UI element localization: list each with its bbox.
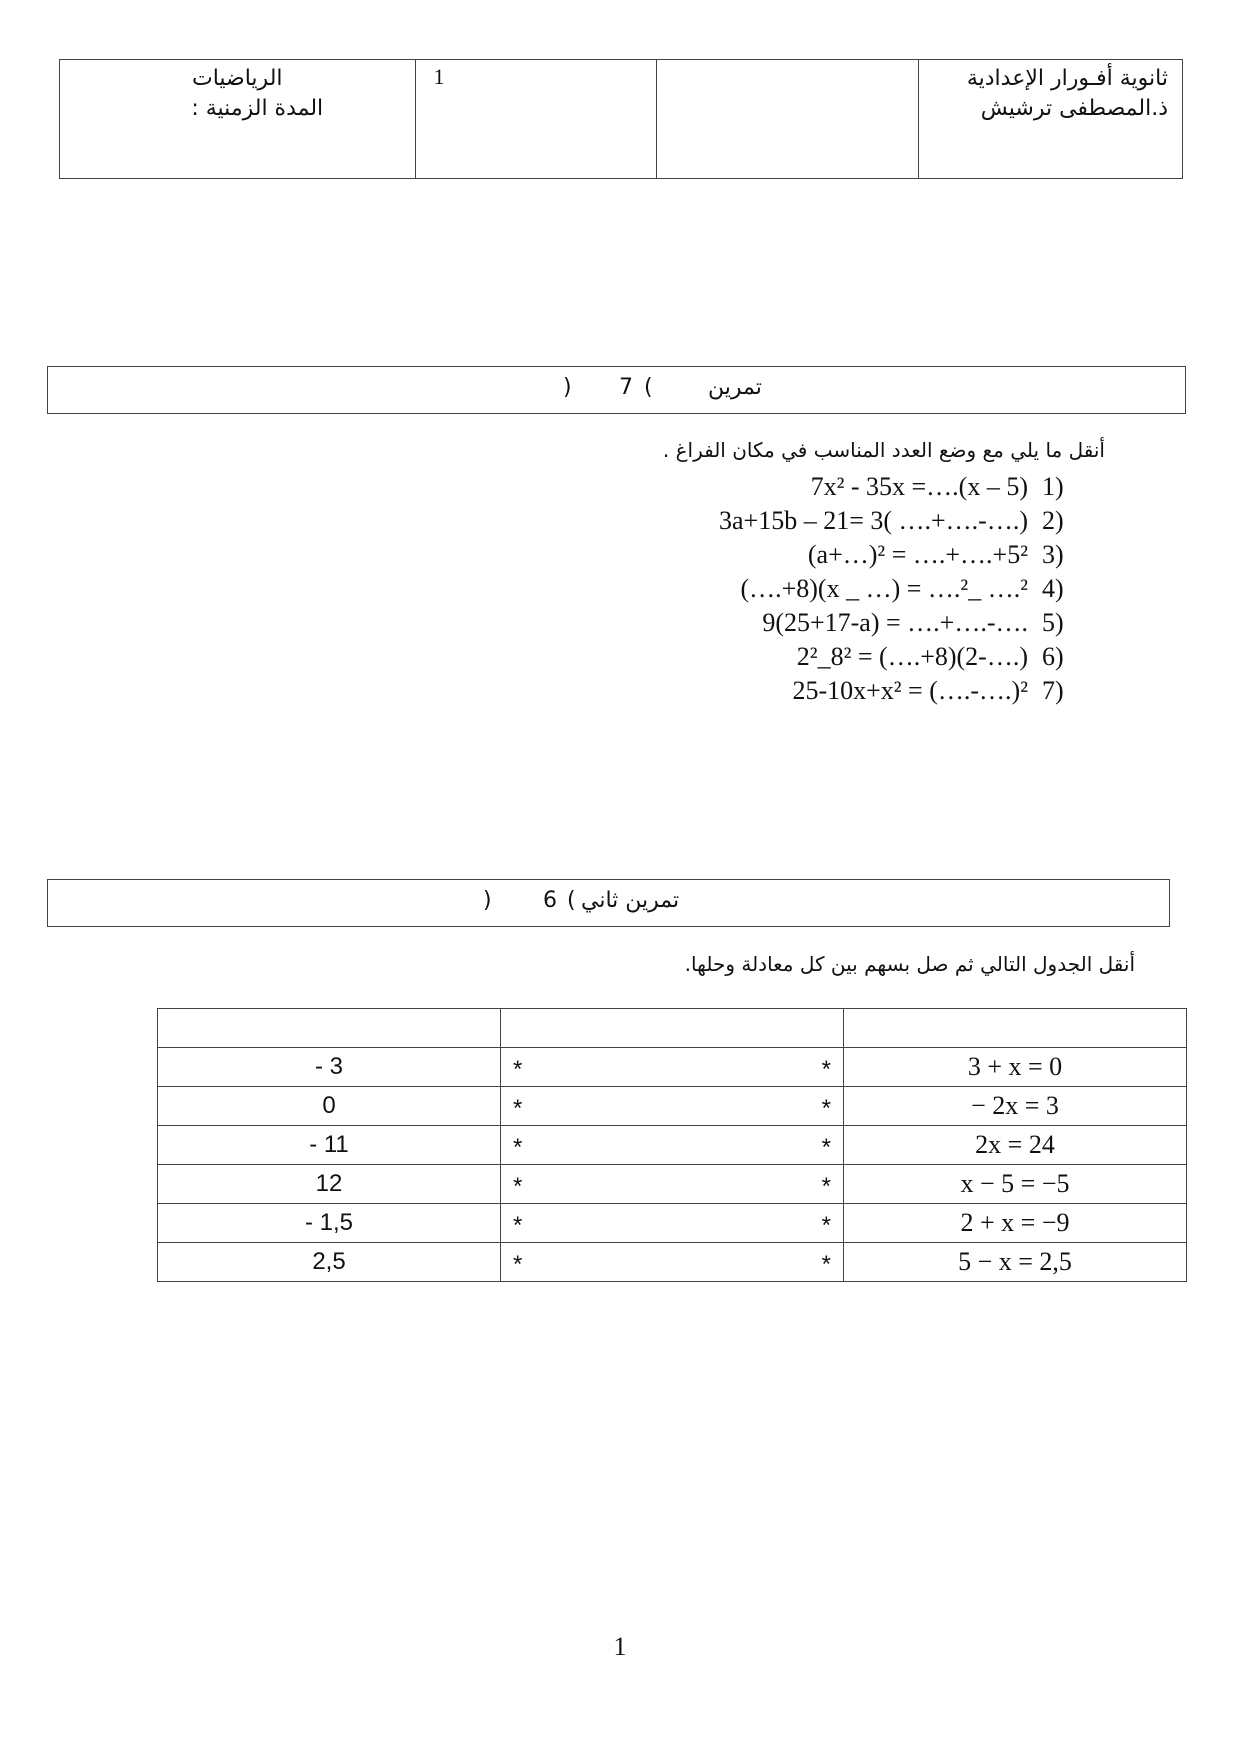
list-item xyxy=(620,472,1070,506)
table-row xyxy=(158,1126,1187,1165)
solution-value: - 1,5 xyxy=(158,1204,501,1243)
equation: − 2x = 3 xyxy=(844,1087,1187,1126)
solution-value: - 11 xyxy=(158,1126,501,1165)
solution-value: 12 xyxy=(158,1165,501,1204)
right-star: * xyxy=(821,1173,831,1200)
item-number: 2) xyxy=(1042,506,1064,535)
exercise1-title: تمرين xyxy=(708,375,762,400)
list-item xyxy=(620,506,1070,540)
left-star: * xyxy=(513,1251,523,1278)
left-star: * xyxy=(513,1173,523,1200)
item-expression: 25-10x+x² = (….-….)² xyxy=(792,676,1028,705)
arrow-cell xyxy=(501,1165,844,1204)
exercise2-title: تمرين ثاني xyxy=(581,888,680,913)
header-table xyxy=(59,59,1183,179)
teacher-name: ذ.المصطفى ترشيش xyxy=(980,96,1168,121)
table-row xyxy=(158,1204,1187,1243)
solution-value: - 3 xyxy=(158,1048,501,1087)
header-school-cell xyxy=(919,60,1183,179)
exercise1-open-paren: ( xyxy=(644,375,653,400)
table-row xyxy=(158,1087,1187,1126)
right-star: * xyxy=(821,1056,831,1083)
exercise2-table xyxy=(157,1008,1187,1282)
item-expression: (….+8)(x _ …) = ….²_ ….² xyxy=(740,574,1028,603)
arrow-cell xyxy=(501,1204,844,1243)
left-star: * xyxy=(513,1212,523,1239)
school-name: ثانوية أفـورار الإعدادية xyxy=(966,66,1168,91)
list-item xyxy=(620,540,1070,574)
header-blank-cell xyxy=(656,60,919,179)
table-header-row xyxy=(158,1009,1187,1048)
right-star: * xyxy=(821,1251,831,1278)
item-expression: 9(25+17-a) = ….+….-…. xyxy=(762,608,1028,637)
arrow-cell xyxy=(501,1048,844,1087)
list-item xyxy=(620,642,1070,676)
table-row xyxy=(158,1165,1187,1204)
item-expression: (a+…)² = ….+….+5² xyxy=(807,540,1028,569)
right-star: * xyxy=(821,1212,831,1239)
equation: 2x = 24 xyxy=(844,1126,1187,1165)
equation: 5 − x = 2,5 xyxy=(844,1243,1187,1282)
item-number: 6) xyxy=(1042,642,1064,671)
item-number: 3) xyxy=(1042,540,1064,569)
duration-label: المدة الزمنية : xyxy=(191,96,324,121)
list-item xyxy=(620,676,1070,710)
table-row xyxy=(158,1048,1187,1087)
header-subject-cell xyxy=(60,60,416,179)
list-item xyxy=(620,574,1070,608)
equation: x − 5 = −5 xyxy=(844,1165,1187,1204)
exercise1-points: 7 xyxy=(619,375,633,400)
exercise1-close-paren: ) xyxy=(563,375,572,400)
arrow-cell xyxy=(501,1126,844,1165)
item-number: 5) xyxy=(1042,608,1064,637)
page-number: 1 xyxy=(613,1632,627,1661)
right-star: * xyxy=(821,1095,831,1122)
item-expression: 3a+15b – 21= 3( ….+….-….) xyxy=(718,506,1028,535)
exercise1-title-box xyxy=(47,366,1186,414)
exercise1-list xyxy=(620,472,1070,710)
equation: 2 + x = −9 xyxy=(844,1204,1187,1243)
item-expression: 2²_8² = (….+8)(2-….) xyxy=(796,642,1028,671)
left-star: * xyxy=(513,1134,523,1161)
exercise2-open-paren: ( xyxy=(567,888,576,913)
exercise2-title-box xyxy=(47,879,1170,927)
item-number: 4) xyxy=(1042,574,1064,603)
header-number-cell xyxy=(415,60,656,179)
exercise2-points: 6 xyxy=(543,888,557,913)
subject-label: الرياضيات xyxy=(192,66,283,91)
solution-value: 0 xyxy=(158,1087,501,1126)
item-expression: 7x² - 35x =….(x – 5) xyxy=(810,472,1028,501)
right-star: * xyxy=(821,1134,831,1161)
exam-number: 1 xyxy=(433,64,445,89)
exercise1-instruction: أنقل ما يلي مع وضع العدد المناسب في مكان الفراغ . xyxy=(662,438,1105,462)
arrow-cell xyxy=(501,1243,844,1282)
equation: 3 + x = 0 xyxy=(844,1048,1187,1087)
item-number: 1) xyxy=(1042,472,1064,501)
left-star: * xyxy=(513,1095,523,1122)
item-number: 7) xyxy=(1042,676,1064,705)
solution-value: 2,5 xyxy=(158,1243,501,1282)
left-star: * xyxy=(513,1056,523,1083)
exercise2-close-paren: ) xyxy=(483,888,492,913)
arrow-cell xyxy=(501,1087,844,1126)
table-row xyxy=(158,1243,1187,1282)
exercise2-instruction: أنقل الجدول التالي ثم صل بسهم بين كل معادلة وحلها. xyxy=(684,952,1135,976)
list-item xyxy=(620,608,1070,642)
